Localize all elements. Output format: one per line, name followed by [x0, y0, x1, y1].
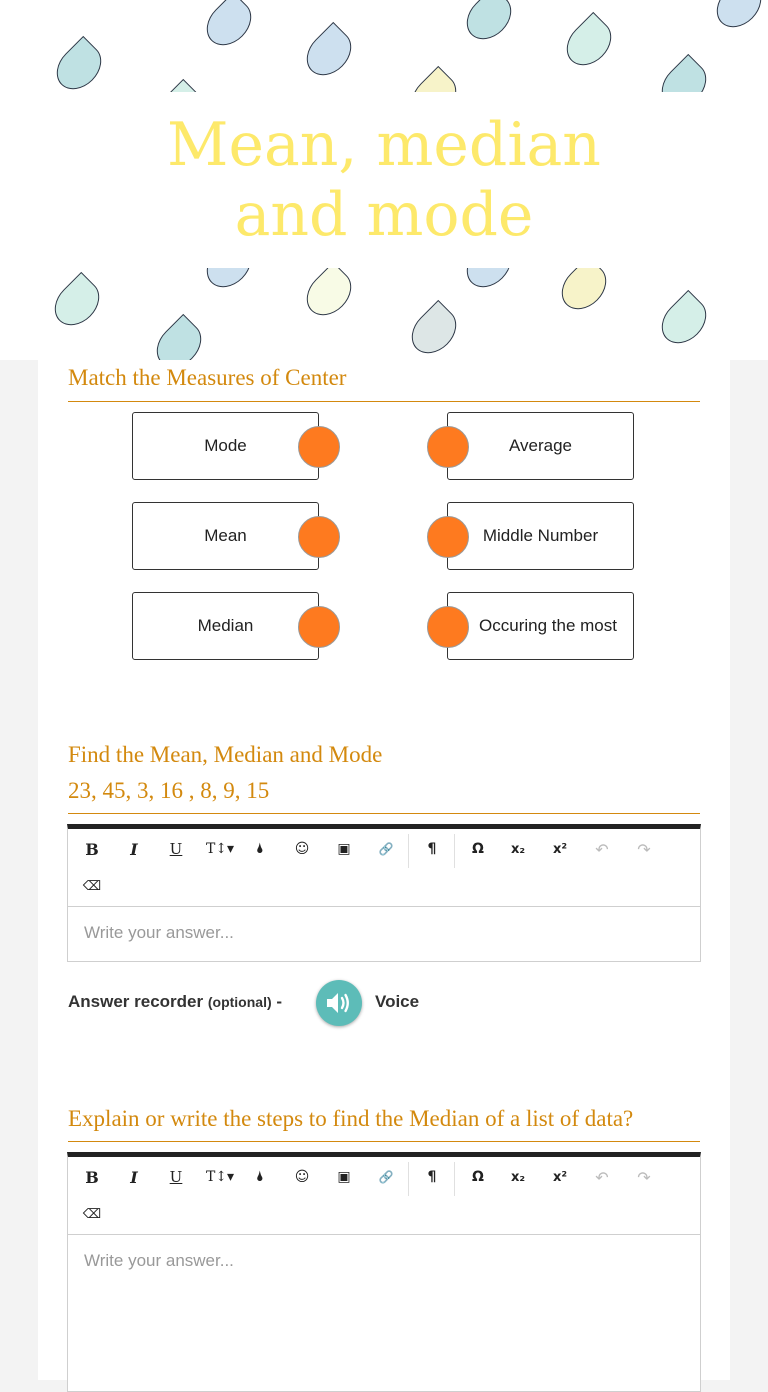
- raindrop-decoration: [558, 12, 620, 74]
- bold-button[interactable]: B: [85, 1167, 99, 1187]
- eraser-icon[interactable]: ⌫: [82, 1206, 102, 1222]
- toolbar-divider: [454, 834, 455, 868]
- image-icon[interactable]: ▣: [337, 1169, 351, 1185]
- question2-title: Explain or write the steps to find the Median of a list of data?: [68, 1106, 634, 1131]
- link-icon[interactable]: 🔗: [378, 842, 394, 856]
- text-color-icon[interactable]: 🌢: [255, 841, 265, 857]
- question1-data: 23, 45, 3, 16 , 8, 9, 15: [68, 778, 270, 803]
- answer-input-1[interactable]: Write your answer...: [84, 923, 234, 942]
- eraser-icon[interactable]: ⌫: [82, 878, 102, 894]
- matching-divider: [68, 401, 700, 402]
- recorder-optional: (optional): [207, 994, 272, 1010]
- toolbar-divider: [408, 834, 409, 868]
- raindrop-decoration: [653, 290, 715, 352]
- answer-editor-1: [67, 824, 701, 962]
- question1-divider: [68, 813, 700, 814]
- redo-icon[interactable]: ↷: [637, 839, 651, 859]
- worksheet-card: [38, 360, 730, 1380]
- editor-toolbar: [68, 829, 700, 907]
- superscript-button[interactable]: x²: [552, 841, 568, 857]
- match-connector-dot[interactable]: [298, 606, 340, 648]
- voice-label: Voice: [375, 992, 420, 1011]
- match-connector-dot[interactable]: [298, 426, 340, 468]
- paragraph-direction-icon[interactable]: ¶: [427, 841, 437, 857]
- question1-title: Find the Mean, Median and Mode: [68, 742, 383, 767]
- raindrop-decoration: [48, 36, 110, 98]
- text-size-dropdown[interactable]: T↕▾: [205, 841, 235, 857]
- match-label: Mean: [204, 526, 247, 545]
- image-icon[interactable]: ▣: [337, 841, 351, 857]
- raindrop-decoration: [403, 300, 465, 360]
- match-right-middle-number[interactable]: [447, 502, 634, 570]
- match-right-occuring-most[interactable]: [447, 592, 634, 660]
- bold-button[interactable]: B: [85, 839, 99, 859]
- match-label: Median: [197, 616, 254, 635]
- subscript-button[interactable]: x₂: [510, 841, 526, 857]
- match-connector-dot[interactable]: [427, 606, 469, 648]
- superscript-button[interactable]: x²: [552, 1169, 568, 1185]
- italic-button[interactable]: I: [130, 1167, 138, 1187]
- matching-title: Match the Measures of Center: [68, 365, 347, 390]
- match-label: Average: [508, 436, 572, 455]
- match-connector-dot[interactable]: [298, 516, 340, 558]
- raindrop-decoration: [46, 272, 108, 334]
- paragraph-direction-icon[interactable]: ¶: [427, 1169, 437, 1185]
- recorder-title: Answer recorder: [68, 992, 204, 1011]
- raindrop-decoration: [298, 262, 360, 324]
- undo-icon[interactable]: ↶: [595, 839, 609, 859]
- raindrop-decoration: [298, 22, 360, 84]
- underline-button[interactable]: U: [169, 840, 183, 858]
- subscript-button[interactable]: x₂: [510, 1169, 526, 1185]
- answer-recorder-label: [68, 992, 282, 1012]
- editor-toolbar: [68, 1157, 700, 1235]
- text-size-dropdown[interactable]: T↕▾: [205, 1169, 235, 1185]
- toolbar-divider: [408, 1162, 409, 1196]
- emoji-icon[interactable]: ☺: [294, 1169, 310, 1185]
- voice-record-button[interactable]: [316, 980, 362, 1026]
- toolbar-divider: [454, 1162, 455, 1196]
- match-label: Occuring the most: [479, 616, 617, 635]
- match-connector-dot[interactable]: [427, 426, 469, 468]
- worksheet-header: [0, 0, 768, 360]
- match-label: Middle Number: [482, 526, 599, 545]
- raindrop-decoration: [148, 314, 210, 360]
- italic-button[interactable]: I: [130, 839, 138, 859]
- match-left-median[interactable]: [132, 592, 319, 660]
- redo-icon[interactable]: ↷: [637, 1167, 651, 1187]
- recorder-dash: -: [276, 992, 283, 1011]
- match-left-mean[interactable]: [132, 502, 319, 570]
- match-right-average[interactable]: [447, 412, 634, 480]
- speaker-icon: [324, 990, 354, 1016]
- link-icon[interactable]: 🔗: [378, 1170, 394, 1184]
- special-character-icon[interactable]: Ω: [472, 841, 484, 857]
- match-label: Mode: [204, 436, 247, 455]
- special-character-icon[interactable]: Ω: [472, 1169, 484, 1185]
- page-title: Mean, median and mode: [167, 110, 601, 250]
- answer-input-2[interactable]: Write your answer...: [84, 1251, 234, 1270]
- text-color-icon[interactable]: 🌢: [255, 1169, 265, 1185]
- title-band: [0, 92, 768, 268]
- match-left-mode[interactable]: [132, 412, 319, 480]
- emoji-icon[interactable]: ☺: [294, 841, 310, 857]
- match-connector-dot[interactable]: [427, 516, 469, 558]
- raindrop-decoration: [458, 0, 520, 48]
- answer-editor-2: [67, 1152, 701, 1392]
- raindrop-decoration: [708, 0, 768, 36]
- undo-icon[interactable]: ↶: [595, 1167, 609, 1187]
- underline-button[interactable]: U: [169, 1168, 183, 1186]
- question2-divider: [68, 1141, 700, 1142]
- raindrop-decoration: [198, 0, 260, 54]
